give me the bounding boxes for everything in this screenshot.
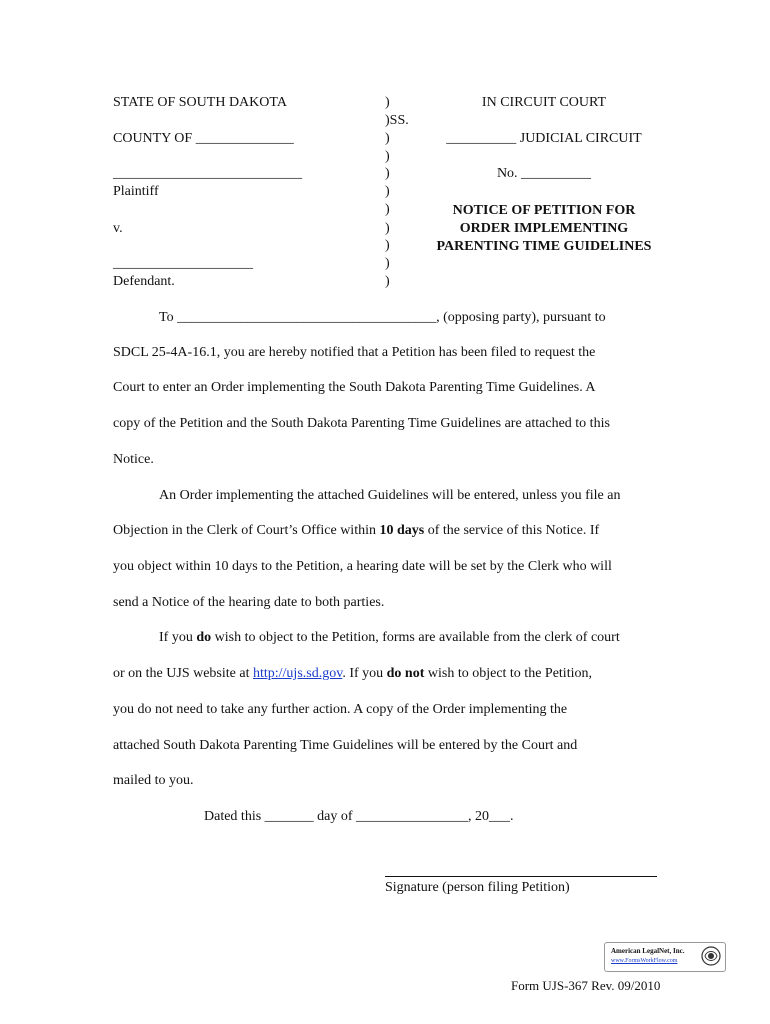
american-legalnet-logo: [604, 942, 726, 972]
caption-paren: ): [385, 274, 390, 289]
judicial-circuit-field: __________ JUDICIAL CIRCUIT: [446, 131, 642, 146]
body-line: copy of the Petition and the South Dakota Parenting Time Guidelines are attached to this: [113, 416, 610, 431]
signature-label: Signature (person filing Petition): [385, 880, 570, 895]
dated-line: Dated this _______ day of ________________, 20___.: [204, 809, 514, 824]
caption-paren: ): [385, 256, 390, 271]
deadline-emphasis: 10 days: [379, 523, 425, 538]
body-line: attached South Dakota Parenting Time Guidelines will be entered by the Court and: [113, 738, 578, 753]
caption-paren: ): [385, 149, 390, 164]
court-label: IN CIRCUIT COURT: [481, 95, 607, 110]
body-line: If you do wish to object to the Petition, forms are available from the clerk of court: [159, 630, 620, 645]
body-line: An Order implementing the attached Guidelines will be entered, unless you file an: [159, 488, 621, 503]
caption-paren: ): [385, 202, 390, 217]
body-line: Objection in the Clerk of Court’s Office within 10 days of the service of this Notice. If: [113, 523, 600, 538]
title-line: ORDER IMPLEMENTING: [459, 221, 629, 236]
body-line: you do not need to take any further action. A copy of the Order implementing the: [113, 702, 568, 717]
form-identifier: Form UJS-367 Rev. 09/2010: [511, 978, 661, 993]
do-emphasis: do: [196, 630, 212, 645]
body-line: you object within 10 days to the Petition, a hearing date will be set by the Clerk who will: [113, 559, 612, 574]
defendant-label: Defendant.: [113, 274, 175, 289]
defendant-name-line: ____________________: [113, 256, 253, 271]
caption-paren-ss: )SS.: [385, 113, 409, 128]
body-line: or on the UJS website at http://ujs.sd.gov. If you do not wish to object to the Petition,: [113, 666, 592, 681]
title-line: NOTICE OF PETITION FOR: [452, 203, 636, 218]
caption-paren: ): [385, 166, 390, 181]
caption-paren: ): [385, 221, 390, 236]
body-line: SDCL 25-4A-16.1, you are hereby notified that a Petition has been filed to request the: [113, 345, 596, 360]
caption-paren: ): [385, 131, 390, 146]
plaintiff-label: Plaintiff: [113, 184, 159, 199]
body-line: Notice.: [113, 452, 154, 467]
caption-paren: ): [385, 184, 390, 199]
body-line: To _____________________________________, (opposing party), pursuant to: [159, 310, 606, 325]
logo-url[interactable]: www.FormsWorkFlow.com: [611, 958, 678, 964]
ujs-website-link[interactable]: http://ujs.sd.gov: [252, 666, 343, 681]
do-not-emphasis: do not: [386, 666, 425, 681]
title-line: PARENTING TIME GUIDELINES: [436, 239, 652, 254]
signature-line: [385, 876, 657, 877]
plaintiff-name-line: ___________________________: [113, 166, 302, 181]
county-field: COUNTY OF ______________: [113, 131, 294, 146]
caption-paren: ): [385, 95, 390, 110]
case-number-field: No. __________: [496, 166, 592, 181]
caption-paren: ): [385, 238, 390, 253]
versus-label: v.: [113, 221, 123, 236]
body-line: send a Notice of the hearing date to both parties.: [113, 595, 385, 610]
state-label: STATE OF SOUTH DAKOTA: [113, 95, 287, 110]
globe-icon: [701, 946, 721, 966]
body-line: Court to enter an Order implementing the South Dakota Parenting Time Guidelines. A: [113, 380, 596, 395]
document-title: [420, 202, 668, 256]
logo-company-name: American LegalNet, Inc.: [611, 947, 685, 955]
body-line: mailed to you.: [113, 773, 194, 788]
